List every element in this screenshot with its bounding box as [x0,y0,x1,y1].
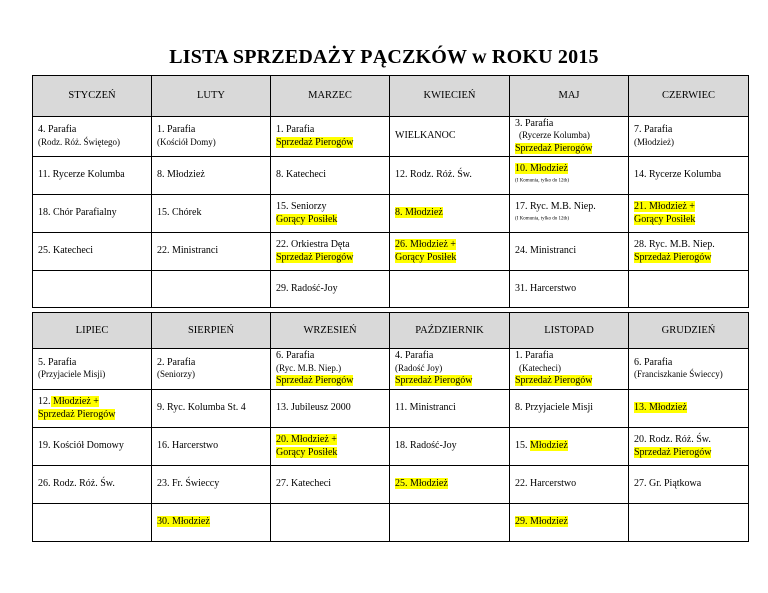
highlighted-event: Gorący Posiłek [276,446,338,458]
table-row [33,233,749,271]
highlighted-event: 10. Młodzież [515,163,568,174]
table-cell [33,504,152,542]
entry-number: 12. [38,396,51,407]
table-cell [152,349,271,390]
table-cell: 31. Harcerstwo [510,271,629,308]
entry-text: 1. Parafia [515,350,554,362]
table-cell [271,349,390,390]
highlighted-event: Sprzedaż Pierogów [276,375,354,387]
table-cell [629,428,749,466]
table-cell: 22. Ministranci [152,233,271,271]
month-header: GRUDZIEŃ [629,313,749,349]
table-cell [33,390,152,428]
table-cell: 16. Harcerstwo [152,428,271,466]
month-header: KWIECIEŃ [390,76,510,117]
entry-number: 15. [515,440,530,452]
table-cell [390,349,510,390]
entry-note: (Rodz. Róż. Świętego) [38,136,120,147]
highlighted-event: Sprzedaż Pierogów [634,446,712,458]
entry-text: WIELKANOC [395,130,456,142]
table-cell [629,390,749,428]
table-cell [33,349,152,390]
table-cell [510,349,629,390]
entry-text: 22. Orkiestra Dęta [276,239,350,250]
table-cell [629,504,749,542]
entry-note: ) [567,178,570,184]
entry-text: 20. Rodz. Róż. Św. [634,434,711,445]
entry-note: ) [567,216,570,222]
table-row [33,504,749,542]
highlighted-event: Sprzedaż Pierogów [515,142,593,154]
table-cell: 8. Młodzież [152,157,271,195]
table-row [33,428,749,466]
month-header: SIERPIEŃ [152,313,271,349]
month-header: MARZEC [271,76,390,117]
table-cell [629,271,749,308]
table-cell: 18. Radość-Joy [390,428,510,466]
highlighted-event: 26. Młodzież + [395,239,456,250]
table-cell [152,271,271,308]
entry-note: (Ryc. M.B. Niep.) [276,362,342,373]
highlighted-event: Młodzież + [50,396,99,407]
table-cell [390,117,510,157]
entry-note: th [563,178,568,184]
entry-text: 5. Parafia [38,356,77,368]
table-cell: 18. Chór Parafialny [33,195,152,233]
table-row [33,349,749,390]
entry-note: (Przyjaciele Misji) [38,369,106,379]
entry-text: 4. Parafia [395,350,434,362]
entry-note: (Kościół Domy) [157,136,216,147]
table-cell: 12. Rodz. Róż. Św. [390,157,510,195]
table-cell [629,117,749,157]
month-header: LISTOPAD [510,313,629,349]
entry-note: (Młodzież) [634,136,674,147]
highlighted-event: 30. Młodzież [157,516,210,528]
entry-note: (I Komunia, tylko do 12 [515,178,564,184]
entry-note: th [563,216,568,222]
table-cell: 29. Radość-Joy [271,271,390,308]
table-cell [271,504,390,542]
entry-note: (I Komunia, tylko do 12 [515,216,564,222]
month-header: LIPIEC [33,313,152,349]
entry-text: 28. Ryc. M.B. Niep. [634,239,715,250]
highlighted-event: Gorący Posiłek [634,213,696,225]
month-header: LUTY [152,76,271,117]
table-row [33,195,749,233]
table-cell [390,233,510,271]
month-header: WRZESIEŃ [271,313,390,349]
month-header: STYCZEŃ [33,76,152,117]
entry-text: 3. Parafia [515,117,554,129]
table-cell [271,233,390,271]
highlighted-event: Młodzież [530,440,568,452]
table-cell: 15. Chórek [152,195,271,233]
entry-note: (Seniorzy) [157,369,195,379]
table-row [33,117,749,157]
month-header: MAJ [510,76,629,117]
table-cell [271,195,390,233]
entry-note: (Radość Joy) [395,362,443,373]
page-title: LISTA SPRZEDAŻY PĄCZKÓW w ROKU 2015 [169,46,599,68]
highlighted-event: Sprzedaż Pierogów [515,375,593,387]
table-cell: 8. Przyjaciele Misji [510,390,629,428]
months-header-row [33,76,749,117]
highlighted-event: 13. Młodzież [634,402,687,414]
highlighted-event: 21. Młodzież + [634,201,695,212]
entry-text: 1. Parafia [157,124,196,135]
highlighted-event: 25. Młodzież [395,478,448,490]
table-cell: 27. Gr. Piątkowa [629,466,749,504]
table-cell [152,117,271,157]
table-cell: 22. Harcerstwo [510,466,629,504]
highlighted-event: Gorący Posiłek [395,251,457,263]
months-header-row [33,313,749,349]
table-cell [390,466,510,504]
highlighted-event: Sprzedaż Pierogów [276,136,354,148]
table-cell: 25. Katecheci [33,233,152,271]
table-cell [271,117,390,157]
entry-text: 6. Parafia [634,356,673,368]
table-cell [33,117,152,157]
table-cell [510,504,629,542]
table-row [33,157,749,195]
entry-text: 2. Parafia [157,356,196,368]
table-cell [33,271,152,308]
table-cell: 19. Kościół Domowy [33,428,152,466]
table-cell [510,117,629,157]
table-cell: 23. Fr. Świeccy [152,466,271,504]
entry-text: 6. Parafia [276,350,315,362]
highlighted-event: 8. Młodzież [395,207,443,219]
table-cell [390,504,510,542]
entry-note: (Franciszkanie Świeccy) [634,369,723,379]
table-cell [510,195,629,233]
sales-schedule-table [32,75,749,542]
entry-text: 7. Parafia [634,124,673,135]
table-cell: 26. Rodz. Róż. Św. [33,466,152,504]
table-cell: 9. Ryc. Kolumba St. 4 [152,390,271,428]
month-header: PAŹDZIERNIK [390,313,510,349]
table-cell [390,195,510,233]
table-cell: 13. Jubileusz 2000 [271,390,390,428]
table-cell [629,349,749,390]
entry-note: (Rycerze Kolumba) [519,130,590,141]
table-cell [629,195,749,233]
highlighted-event: Sprzedaż Pierogów [38,408,116,420]
table-row [33,390,749,428]
entry-text: 1. Parafia [276,124,315,135]
table-row [33,271,749,308]
table-row [33,466,749,504]
entry-text: 4. Parafia [38,124,77,135]
highlighted-event: Sprzedaż Pierogów [395,375,473,387]
table-cell [510,428,629,466]
highlighted-event: Sprzedaż Pierogów [634,251,712,263]
table-cell [629,233,749,271]
entry-text: 17. Ryc. M.B. Niep. [515,201,596,212]
table-cell: 11. Ministranci [390,390,510,428]
entry-note: (Katecheci) [519,362,561,373]
highlighted-event: Sprzedaż Pierogów [276,251,354,263]
month-header: CZERWIEC [629,76,749,117]
highlighted-event: 20. Młodzież + [276,434,337,445]
highlighted-event: Gorący Posiłek [276,213,338,225]
table-cell [510,157,629,195]
highlighted-event: 29. Młodzież [515,516,568,528]
table-cell: 24. Ministranci [510,233,629,271]
table-cell [390,271,510,308]
table-cell [152,504,271,542]
entry-text: 15. Seniorzy [276,201,327,212]
table-cell [271,428,390,466]
table-cell: 11. Rycerze Kolumba [33,157,152,195]
table-cell: 8. Katecheci [271,157,390,195]
table-cell: 14. Rycerze Kolumba [629,157,749,195]
table-cell: 27. Katecheci [271,466,390,504]
